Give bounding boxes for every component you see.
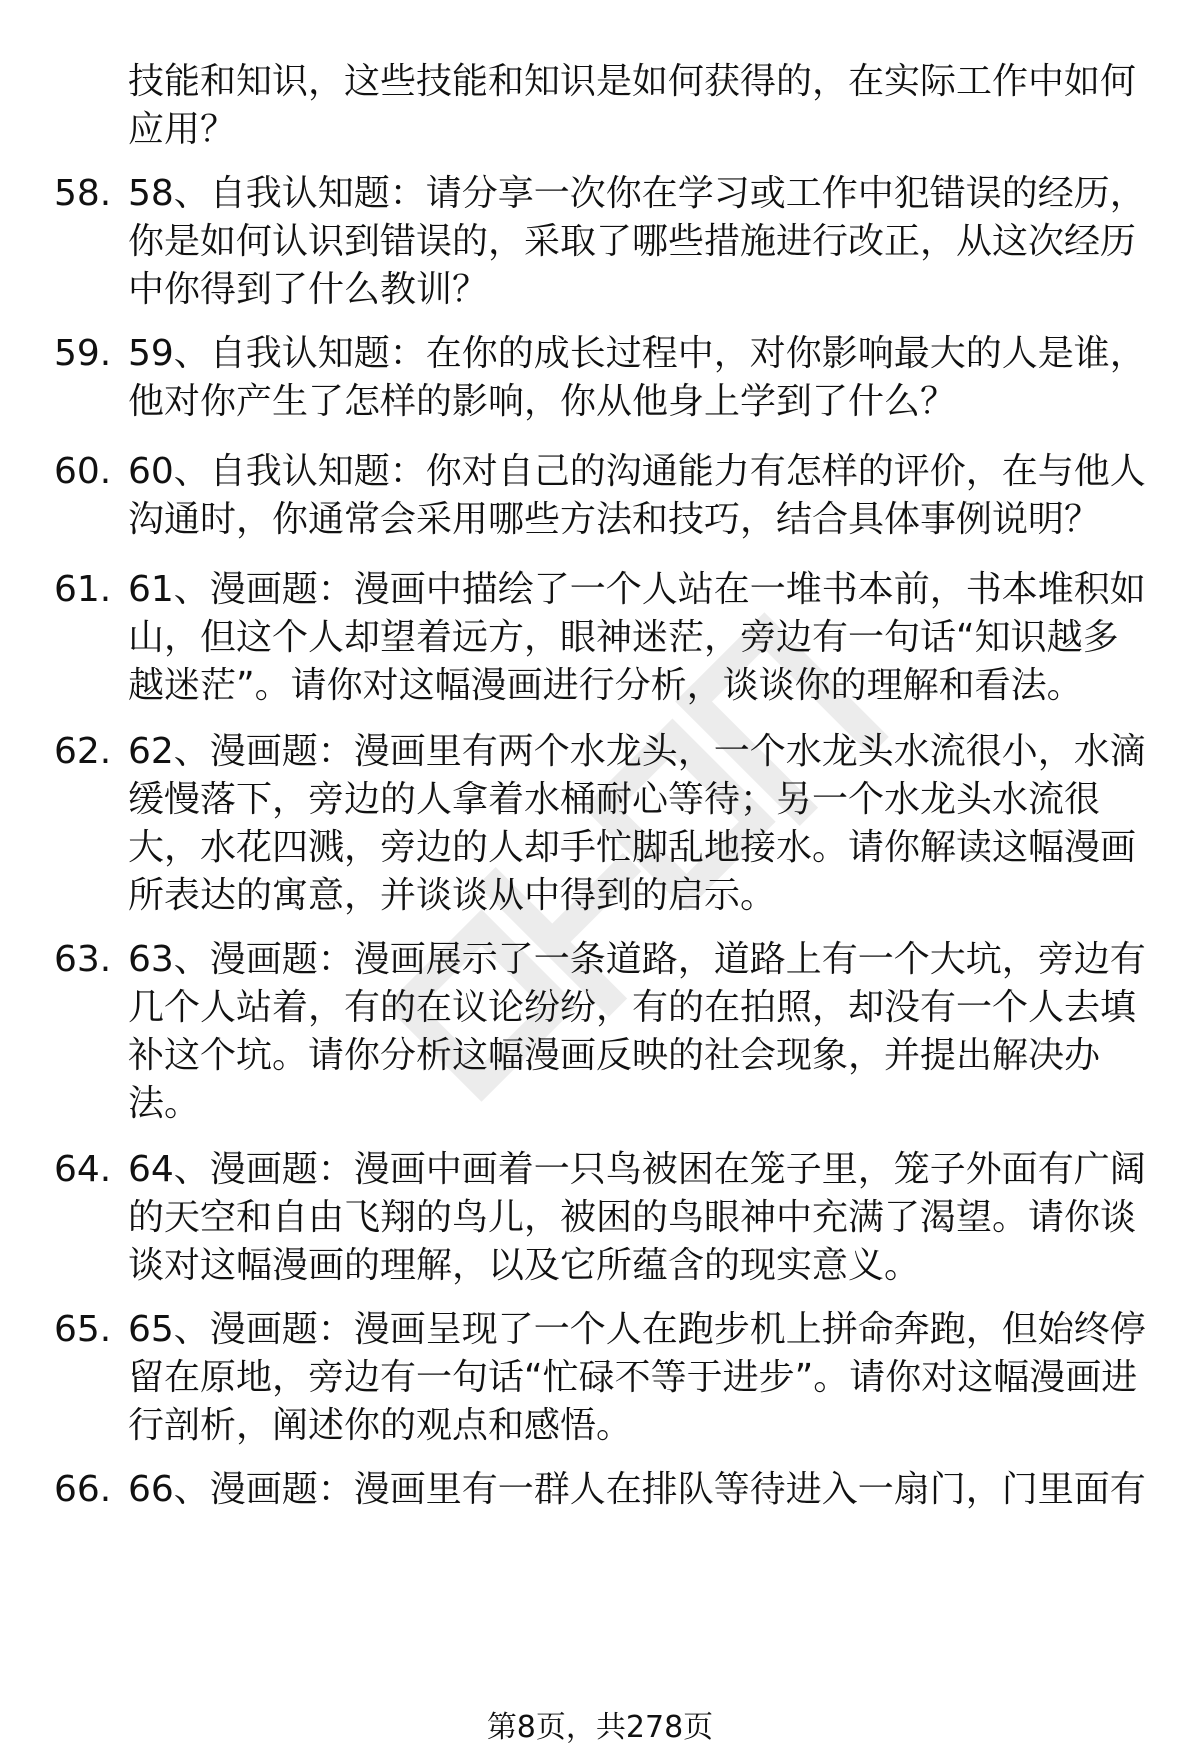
- item-text: 60、自我认知题：你对自己的沟通能力有怎样的评价，在与他人沟通时，你通常会采用哪些方法和技巧，结合具体事例说明？: [128, 451, 1146, 540]
- item-text: 65、漫画题：漫画呈现了一个人在跑步机上拼命奔跑，但始终停留在原地，旁边有一句话“忙碌不等于进步”。请你对这幅漫画进行剖析，阐述你的观点和感悟。: [128, 1309, 1146, 1446]
- item-number: 63.: [54, 939, 112, 980]
- list-item: [54, 936, 1154, 1128]
- list-item: [54, 1146, 1154, 1290]
- list-item: [54, 1306, 1154, 1450]
- item-number: 65.: [54, 1309, 112, 1350]
- item-number: 61.: [54, 569, 112, 610]
- item-text: 63、漫画题：漫画展示了一条道路，道路上有一个大坑，旁边有几个人站着，有的在议论纷纷，有的在拍照，却没有一个人去填补这个坑。请你分析这幅漫画反映的社会现象，并提出解决办法。: [128, 939, 1146, 1124]
- list-item: [54, 728, 1154, 920]
- item-number: 64.: [54, 1149, 112, 1190]
- list-item: [54, 170, 1154, 314]
- item-text: 62、漫画题：漫画里有两个水龙头，一个水龙头水流很小，水滴缓慢落下，旁边的人拿着水桶耐心等待；另一个水龙头水流很大，水花四溅，旁边的人却手忙脚乱地接水。请你解读这幅漫画所表达的寓意，并谈谈从中得到的启示。: [128, 731, 1146, 916]
- item-number: 58.: [54, 173, 112, 214]
- item-number: 60.: [54, 451, 112, 492]
- list-item: [54, 330, 1154, 426]
- item-text: 59、自我认知题：在你的成长过程中，对你影响最大的人是谁，他对你产生了怎样的影响，你从他身上学到了什么？: [128, 333, 1146, 422]
- item-text: 66、漫画题：漫画里有一群人在排队等待进入一扇门，门里面有: [128, 1469, 1146, 1510]
- item-text: 64、漫画题：漫画中画着一只鸟被困在笼子里，笼子外面有广阔的天空和自由飞翔的鸟儿，被困的鸟眼神中充满了渴望。请你谈谈对这幅漫画的理解，以及它所蕴含的现实意义。: [128, 1149, 1146, 1286]
- page-footer: 第8页，共278页: [486, 1710, 714, 1745]
- item-number: 66.: [54, 1469, 112, 1510]
- list-item: [54, 1466, 1154, 1514]
- list-item: [54, 448, 1154, 544]
- continuation-text: 技能和知识，这些技能和知识是如何获得的，在实际工作中如何应用？: [128, 61, 1137, 150]
- item-number: 59.: [54, 333, 112, 374]
- list-item: [54, 566, 1154, 710]
- item-text: 58、自我认知题：请分享一次你在学习或工作中犯错误的经历，你是如何认识到错误的，采取了哪些措施进行改正，从这次经历中你得到了什么教训？: [128, 173, 1146, 310]
- item-number: 62.: [54, 731, 112, 772]
- item-text: 61、漫画题：漫画中描绘了一个人站在一堆书本前，书本堆积如山，但这个人却望着远方，眼神迷茫，旁边有一句话“知识越多越迷茫”。请你对这幅漫画进行分析，谈谈你的理解和看法。: [128, 569, 1146, 706]
